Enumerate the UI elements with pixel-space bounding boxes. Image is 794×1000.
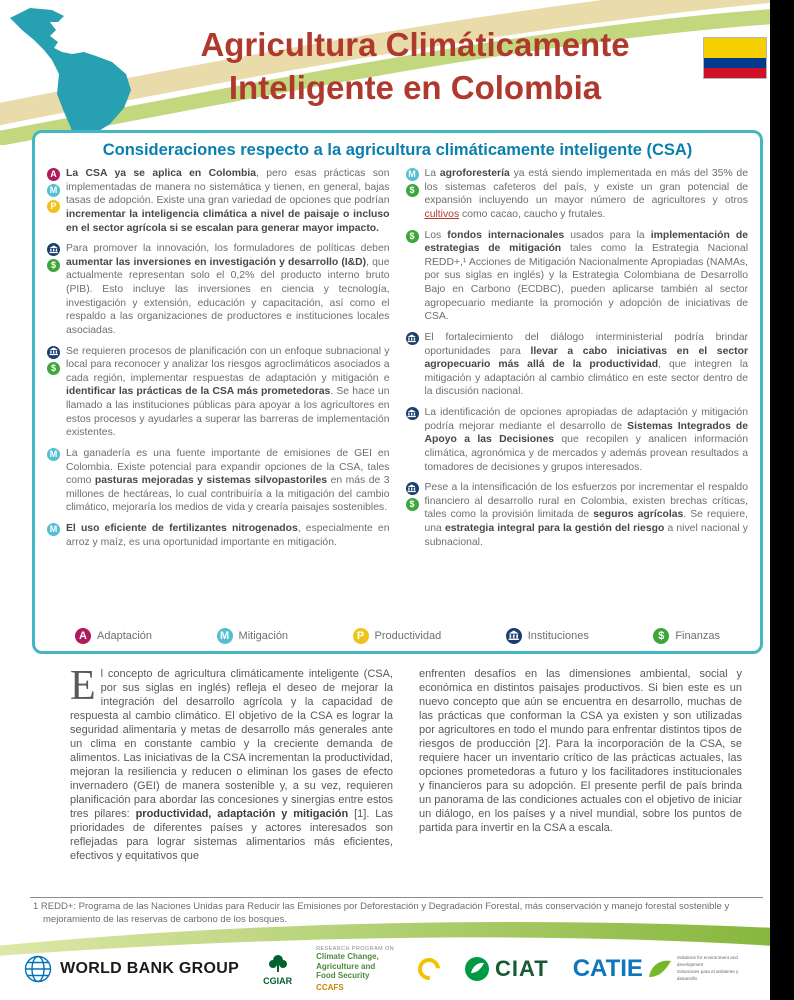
bullet-icon-stack [406, 331, 420, 399]
legend-label: Finanzas [675, 630, 720, 642]
bullet-item [47, 522, 390, 549]
legend-item [506, 628, 589, 644]
finance-icon: $ [47, 259, 60, 272]
bullet-item [406, 481, 749, 549]
considerations-columns [47, 167, 748, 622]
institutions-icon [506, 628, 522, 644]
bullet-icon-stack [406, 406, 420, 474]
dropcap: E [70, 668, 96, 709]
ccafs-line1: Climate Change, [316, 952, 379, 962]
bullet-text: Pese a la intensificación de los esfuerzos por incrementar el respaldo financiero al desarrollo rural en Colombia, existen brechas críticas, tales como la provisión limitada de seguros agrícolas. Se requiere, una estrategia integral para la gestión del riesgo a nivel nacional y subnacional. [424, 482, 748, 548]
bullet-item [406, 406, 749, 474]
ciat-logo [464, 956, 549, 982]
bullet-text: Los fondos internacionales usados para la implementación de estrategias de mitigación tales como la Estrategia Nacional REDD+,¹ Acciones de Mitigación Nacionalmente Apropiadas (NAMAs, por sus siglas en inglés) y la Estrategia Colombiana de Desarrollo Bajo en Carbono (ECDBC), pueden aplicarse también al sector agropecuario mediante la promoción y adopción de iniciativas de CSA. [424, 229, 748, 323]
latin-america-map [0, 2, 150, 147]
ccafs-line3: Food Security [316, 971, 370, 981]
worldbank-logo [23, 954, 239, 984]
finance-icon: $ [406, 230, 419, 243]
colombia-flag [703, 37, 767, 79]
footnote: 1 REDD+: Programa de las Naciones Unidas para Reducir las Emisiones por Deforestación y Degradación Forestal, más conservación y manejo forestal sostenible y mejoramiento de las reservas de carbono de los bosques. [33, 901, 730, 925]
catie-tagline [677, 955, 747, 983]
institutions-icon [406, 482, 419, 495]
mitigation-icon: M [406, 168, 419, 181]
mitigation-icon: M [47, 448, 60, 461]
bullet-text: Se requieren procesos de planificación con un enfoque subnacional y local para reconocer y analizar los riesgos agroclimáticos asociados a cada región, implementar respuestas de adaptación y mitigación e identificar las prácticas de la CSA más prometedoras. Se hace un llamado a las instituciones públicas para apoyar a los agricultores en estos procesos y ayudarles a superar las barreras de implementación existentes. [66, 345, 390, 439]
footnote-divider [30, 897, 763, 898]
bullet-text: El uso eficiente de fertilizantes nitrogenados, especialmente en arroz y maíz, es una oportunidad importante en mitigación. [66, 523, 390, 548]
catie-tagline-1: Solutions for environment and development [676, 955, 738, 968]
intro-section [70, 668, 742, 896]
mitigation-icon: M [47, 184, 60, 197]
legend-item [353, 628, 442, 644]
bullet-text: La ganadería es una fuente importante de emisiones de GEI en Colombia. Existe potencial para expandir opciones de la CSA, tales como pasturas mejoradas y sistemas silvopastoriles en más de 3 millones de hectáreas, lo cual contribuiría a la mitigación del cambio climático, mejoraría los medios de vida y crearía paisajes sostenibles. [66, 447, 390, 514]
page-title-line1: Agricultura Climáticamente [200, 26, 630, 63]
bullet-item [406, 167, 749, 222]
cgiar-tree-icon [267, 953, 289, 975]
ciat-leaf-icon [464, 956, 490, 982]
bullet-icon-stack [47, 522, 61, 549]
productivity-icon: P [353, 628, 369, 644]
institutions-icon [47, 243, 60, 256]
intro-column-2 [419, 668, 742, 896]
productivity-icon: P [47, 200, 60, 213]
bullet-icon-stack [47, 167, 61, 235]
intro-col2-text: enfrenten desafíos en las dimensiones ambiental, social y económica en distintos paisajes productivos. Si bien este es un nuevo concepto que aún se encuentra en desarrollo, muchas de las prácticas que conforman la CSA ya existen y son utilizadas por agricultores en todo el mundo para enfrentar distintos tipos de riesgos de producción [2]. Para la incorporación de la CSA, se requiere hacer un inventario crítico de las prácticas actuales, las opciones prometedoras a futuro y los facilitadores institucionales y financieros para su adopción. El presente perfil de país brinda un panorama de las condiciones actuales con el objetivo de iniciar un diálogo, en los países y a nivel mundial, sobre los puntos de partida para invertir en la CSA a escala. [419, 668, 742, 834]
flag-red-band [704, 68, 766, 78]
catie-logo [573, 955, 747, 983]
flag-yellow-band [704, 38, 766, 58]
legend-item [653, 628, 720, 644]
bullet-text: La identificación de opciones apropiadas de adaptación y mitigación podría mejorar mediante el desarrollo de Sistemas Integrados de Apoyo a las Decisiones que recopilen y analicen información climática, agronómica y de mercados y además provean resultados a tomadores de decisiones y grupos interesados. [424, 407, 748, 473]
considerations-column-right [406, 167, 749, 622]
ccafs-line2: Agriculture and [316, 961, 376, 971]
legend [47, 628, 748, 644]
ccafs-label: CCAFS [316, 982, 344, 992]
bullet-icon-stack [406, 167, 420, 222]
ccafs-program-label: RESEARCH PROGRAM ON [316, 946, 394, 952]
intro-col1-text: l concepto de agricultura climáticamente inteligente (CSA, por sus siglas en inglés) refleja el deseo de mejorar la integración del desarrollo agrícola y la capacidad de respuesta al cambio climático. El objetivo de la CSA es lograr la seguridad alimentaria y metas de desarrollo más generales ante un clima en constante cambio y la creciente demanda de alimentos. Las iniciativas de la CSA incrementan la productividad, mejoran la resiliencia y reducen o eliminan los gases de efecto invernadero (GEI) de manera sostenible y, a su vez, requieren planificación para abordar las concesiones y sinergias entre estos tres pilares: productividad, adaptación y mitigación [1]. Las prioridades de diferentes países y actores interesados son reflejadas para lograr sistemas alimentarios más eficientes, efectivos y equitativos que [70, 668, 393, 862]
legend-item [75, 628, 152, 644]
worldbank-label: WORLD BANK GROUP [60, 960, 240, 978]
mitigation-icon: M [217, 628, 233, 644]
considerations-box [32, 130, 763, 654]
catie-tagline-2: Soluciones para el ambiente y desarrollo [676, 969, 739, 981]
finance-icon: $ [47, 362, 60, 375]
ccafs-logo [316, 946, 394, 992]
catie-leaf-icon [647, 957, 673, 981]
legend-label: Instituciones [527, 630, 589, 642]
cgiar-label: CGIAR [263, 975, 293, 986]
legend-label: Productividad [374, 630, 442, 642]
finance-icon: $ [406, 184, 419, 197]
legend-item [217, 628, 289, 644]
bullet-text: Para promover la innovación, los formuladores de políticas deben aumentar las inversiones en investigación y desarrollo (I&D), que actualmente representan solo el 0,2% del producto interno bruto (PIB). Esto incluye las inversiones en ciencia y tecnología, investigación y extensión, educación y capacitación, así como el respaldo a las organizaciones de productores e instituciones locales asociadas. [66, 243, 390, 336]
mitigation-icon: M [47, 523, 60, 536]
considerations-title: Consideraciones respecto a la agricultura climáticamente inteligente (CSA) [102, 141, 693, 159]
page-title [148, 24, 682, 110]
institutions-icon [47, 346, 60, 359]
flag-blue-band [704, 58, 766, 68]
bullet-text: La CSA ya se aplica en Colombia, pero esas prácticas son implementadas de manera no sistemática y tienen, en general, bajas tasas de adopción. Existe una gran variedad de opciones que podrían incrementar la inteligencia climática a nivel de paisaje o incluso en el sector agrícola si se escalan para generar mayor impacto. [66, 168, 390, 234]
bullet-text: El fortalecimiento del diálogo interministerial podría brindar oportunidades para llevar a cabo iniciativas en el sector agropecuario más allá de la productividad, que integren la mitigación y adaptación al cambio climático en este sector dentro de la discusión nacional. [424, 331, 748, 398]
institutions-icon [406, 407, 419, 420]
bullet-item [47, 345, 390, 440]
ciat-label: CIAT [494, 956, 549, 982]
legend-label: Mitigación [238, 630, 289, 642]
bullet-icon-stack [47, 242, 61, 337]
scan-edge-strip [770, 0, 794, 1000]
bullet-icon-stack [47, 345, 61, 440]
adaptation-icon: A [47, 168, 60, 181]
adaptation-icon: A [75, 628, 91, 644]
institutions-icon [406, 332, 419, 345]
worldbank-globe-icon [23, 954, 53, 984]
bullet-icon-stack [406, 481, 420, 549]
bullet-item [47, 447, 390, 515]
intro-column-1 [70, 668, 393, 896]
cgiar-logo [263, 953, 292, 986]
bullet-icon-stack [47, 447, 61, 515]
bullet-item [406, 331, 749, 399]
ccafs-emblem-icon [413, 954, 444, 985]
finance-icon: $ [653, 628, 669, 644]
bullet-item [47, 167, 390, 235]
catie-label: CATIE [572, 955, 643, 983]
bullet-item [406, 229, 749, 324]
bullet-icon-stack [406, 229, 420, 324]
finance-icon: $ [406, 498, 419, 511]
bullet-item [47, 242, 390, 337]
footer-logos [0, 946, 770, 992]
considerations-column-left [47, 167, 390, 622]
bullet-text: La agroforestería ya está siendo implementada en más del 35% de los sistemas cafeteros del país, y existe un gran potencial de expansión incluyendo un mayor número de agricultores y otros cultivos como cacao, caucho y frutales. [424, 168, 748, 220]
legend-label: Adaptación [97, 630, 153, 642]
page-title-line2: Inteligente en Colombia [228, 68, 602, 106]
